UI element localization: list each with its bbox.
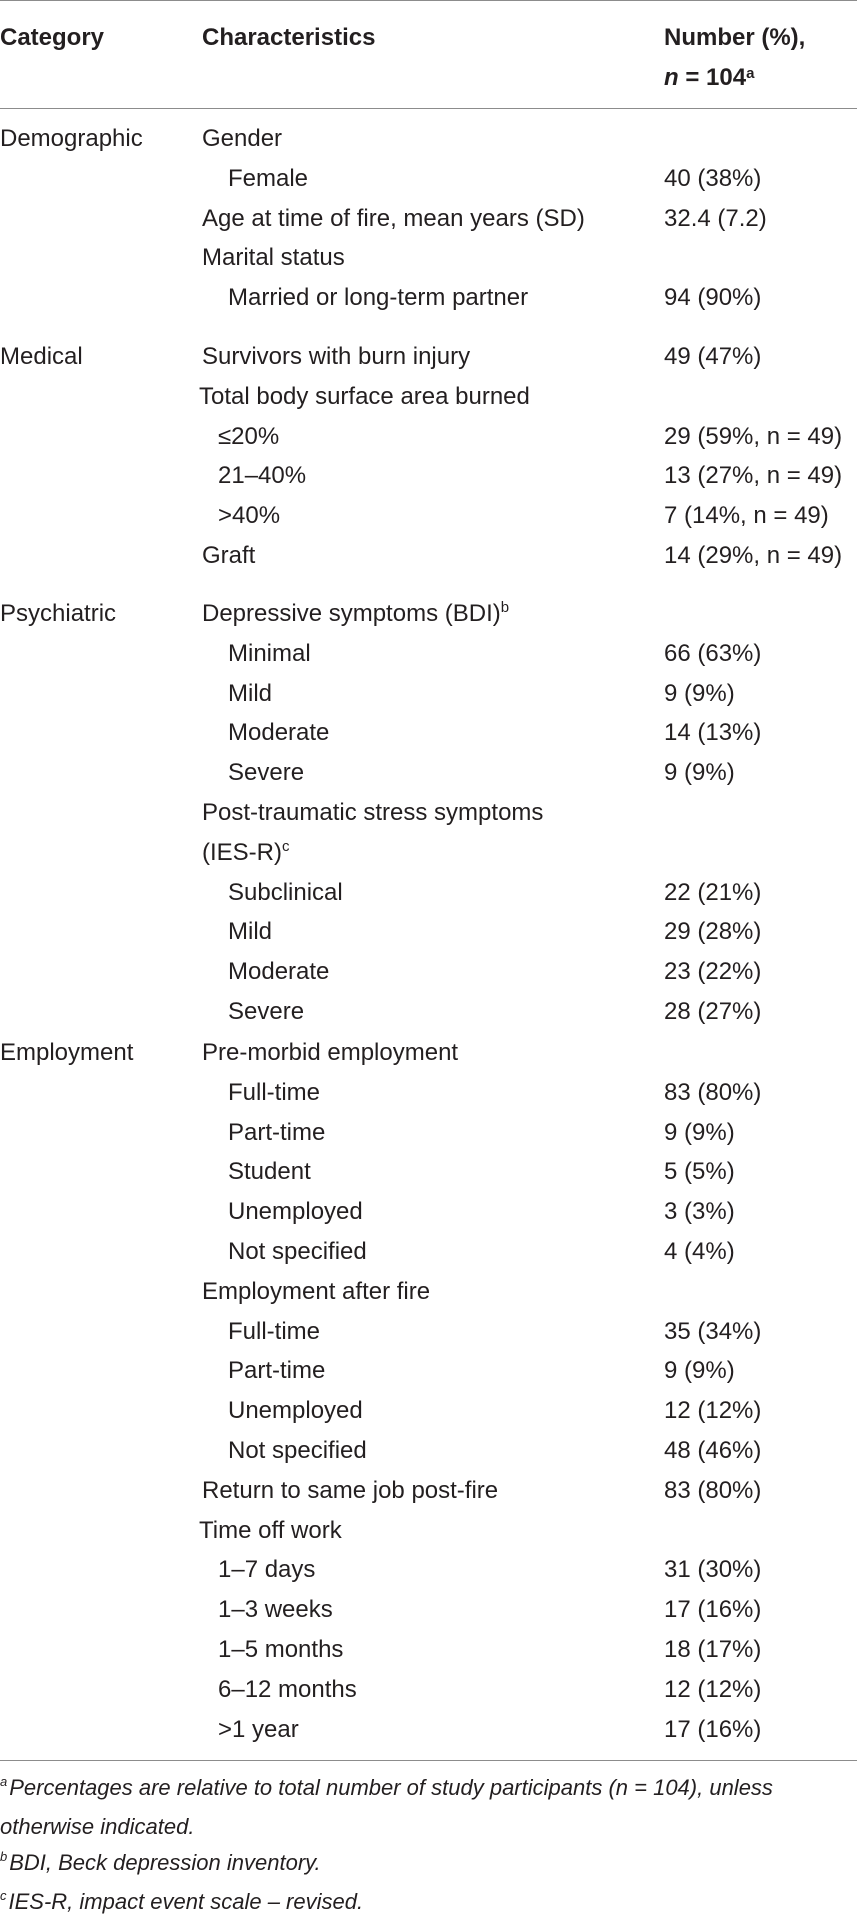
characteristic-text: Full-time — [228, 1078, 321, 1106]
table-row — [0, 1312, 857, 1352]
characteristic-label — [218, 417, 279, 457]
characteristic-label — [228, 912, 272, 952]
table-row — [0, 1073, 857, 1113]
characteristic-label — [228, 1431, 367, 1471]
table-row — [0, 1550, 857, 1590]
value-cell: 3 (3%) — [664, 1198, 735, 1226]
category-label: Employment — [0, 1039, 134, 1066]
footnote-line — [0, 1809, 857, 1845]
header-rule — [0, 108, 857, 109]
characteristic-label — [202, 536, 255, 576]
table-row — [0, 713, 857, 753]
value-cell: 22 (21%) — [664, 878, 762, 906]
header-number-sup: a — [746, 65, 755, 82]
table-row — [0, 456, 857, 496]
characteristic-text: Mild — [228, 918, 273, 946]
value-cell: 35 (34%) — [664, 1317, 762, 1345]
characteristic-label — [228, 278, 528, 318]
footnote-marker: c — [282, 837, 290, 855]
value-cell: 66 (63%) — [664, 639, 762, 667]
table-row — [0, 496, 857, 536]
value-cell: 17 (16%) — [664, 1715, 762, 1743]
characteristic-text: Total body surface area burned — [199, 382, 530, 410]
characteristic-label — [218, 1710, 299, 1750]
footnote-line — [0, 1884, 857, 1923]
table-bottom-rule — [0, 1760, 857, 1761]
footnote-text: BDI, Beck depression inventory. — [9, 1850, 321, 1875]
table-row — [0, 674, 857, 714]
table-row — [0, 793, 857, 833]
header-number-line1: Number (%), — [664, 24, 806, 51]
header-number-line2 — [664, 58, 805, 98]
category-label: Psychiatric — [0, 600, 117, 627]
characteristic-text: 1–7 days — [218, 1556, 316, 1584]
characteristic-label — [228, 1232, 367, 1272]
value-cell: 12 (12%) — [664, 1397, 762, 1425]
characteristic-text: Pre-morbid employment — [202, 1039, 459, 1066]
characteristic-text: 6–12 months — [218, 1675, 357, 1703]
value-cell: 12 (12%) — [664, 1675, 762, 1703]
characteristic-label — [228, 873, 343, 913]
value-cell: 94 (90%) — [664, 284, 762, 312]
value-cell: 17 (16%) — [664, 1596, 762, 1624]
characteristic-text: 1–5 months — [218, 1635, 344, 1663]
value-cell: 14 (29%, n = 49) — [664, 541, 843, 569]
table-row — [0, 753, 857, 793]
characteristic-text: Graft — [202, 541, 256, 569]
footnote-mark: b — [0, 1849, 8, 1864]
table-section — [0, 1033, 857, 1749]
table-row — [0, 119, 857, 159]
characteristic-label — [228, 1391, 363, 1431]
table-row — [0, 159, 857, 199]
value-cell: 9 (9%) — [664, 759, 735, 787]
value-cell: 5 (5%) — [664, 1158, 735, 1186]
characteristic-text: >1 year — [218, 1715, 299, 1743]
header-number-eq: = 104 — [678, 64, 747, 91]
table-row — [0, 1630, 857, 1670]
table-row — [0, 417, 857, 457]
value-cell: 32.4 (7.2) — [664, 204, 767, 232]
table-row — [0, 1670, 857, 1710]
characteristic-label — [228, 713, 329, 753]
characteristic-text: Unemployed — [228, 1397, 363, 1425]
characteristic-text: Full-time — [228, 1317, 321, 1345]
footnote-mark: c — [0, 1888, 7, 1903]
value-cell: 9 (9%) — [664, 1118, 735, 1146]
value-cell: 13 (27%, n = 49) — [664, 462, 843, 490]
footnote-line — [0, 1845, 857, 1884]
characteristic-text: 1–3 weeks — [218, 1596, 333, 1624]
table-row — [0, 1511, 857, 1551]
value-cell: 48 (46%) — [664, 1436, 762, 1464]
characteristic-text: Employment after fire — [202, 1277, 431, 1305]
value-cell: 18 (17%) — [664, 1635, 762, 1663]
header-category: Category — [0, 24, 105, 51]
characteristic-label — [228, 992, 304, 1032]
characteristic-text: 21–40% — [218, 462, 307, 490]
footnote-mark: a — [0, 1774, 8, 1789]
characteristic-text: ≤20% — [218, 422, 280, 450]
table-row — [0, 1272, 857, 1312]
characteristic-text: Not specified — [228, 1237, 367, 1265]
table-row — [0, 1431, 857, 1471]
characteristic-label — [228, 1192, 363, 1232]
table-row — [0, 1033, 857, 1073]
value-cell: 23 (22%) — [664, 958, 762, 986]
characteristic-label — [199, 1511, 342, 1551]
value-cell: 40 (38%) — [664, 164, 762, 192]
characteristic-text: Return to same job post-fire — [202, 1476, 499, 1504]
table-row — [0, 278, 857, 318]
table-row — [0, 912, 857, 952]
value-cell: 7 (14%, n = 49) — [664, 502, 829, 530]
characteristic-text: Subclinical — [228, 878, 343, 906]
characteristic-label — [218, 1550, 315, 1590]
characteristic-label — [199, 377, 530, 417]
characteristic-label — [202, 1033, 458, 1073]
value-cell: 83 (80%) — [664, 1476, 762, 1504]
table-row — [0, 238, 857, 278]
footnote-text: IES-R, impact event scale – revised. — [8, 1889, 364, 1914]
characteristic-label — [228, 952, 329, 992]
characteristic-text: Mild — [228, 679, 273, 707]
table-row — [0, 1710, 857, 1750]
category-label: Medical — [0, 343, 83, 370]
characteristic-text: Gender — [202, 125, 283, 152]
characteristic-text: Part-time — [228, 1118, 326, 1146]
value-cell: 14 (13%) — [664, 719, 762, 747]
value-cell: 49 (47%) — [664, 343, 762, 370]
header-number-n: n — [664, 64, 679, 91]
characteristic-label — [218, 1630, 343, 1670]
value-cell: 9 (9%) — [664, 679, 735, 707]
characteristic-label — [202, 1272, 430, 1312]
characteristic-text: Student — [228, 1158, 311, 1186]
characteristic-label — [218, 1670, 357, 1710]
table-row — [0, 1232, 857, 1272]
table-row — [0, 634, 857, 674]
table-row — [0, 833, 857, 873]
characteristic-label — [202, 793, 543, 833]
characteristic-label — [202, 199, 585, 239]
characteristic-label — [202, 594, 509, 637]
characteristic-text: Depressive symptoms (BDI) — [202, 600, 501, 627]
footnote-text: otherwise indicated. — [0, 1814, 195, 1839]
table-top-rule — [0, 0, 857, 1]
characteristic-label — [228, 1351, 325, 1391]
header-number — [664, 18, 805, 98]
table-section — [0, 594, 857, 1032]
table-section — [0, 119, 857, 318]
table-row — [0, 337, 857, 377]
characteristic-label — [228, 1113, 325, 1153]
characteristic-label — [218, 496, 280, 536]
characteristic-text: Post-traumatic stress symptoms — [202, 798, 544, 826]
characteristic-text: Severe — [228, 997, 305, 1025]
table-row — [0, 199, 857, 239]
value-cell: 9 (9%) — [664, 1357, 735, 1385]
characteristic-label — [228, 1073, 320, 1113]
characteristic-text: Minimal — [228, 639, 311, 667]
characteristic-text: Unemployed — [228, 1198, 363, 1226]
table-section — [0, 337, 857, 576]
characteristic-text: Time off work — [199, 1516, 342, 1544]
characteristic-label — [228, 753, 304, 793]
table-row — [0, 594, 857, 634]
characteristic-label — [228, 674, 272, 714]
characteristic-text: Moderate — [228, 958, 330, 986]
characteristic-text: (IES-R) — [202, 838, 282, 866]
characteristic-text: Survivors with burn injury — [202, 343, 471, 370]
characteristic-text: Part-time — [228, 1357, 326, 1385]
value-cell: 28 (27%) — [664, 997, 762, 1025]
footnote-text: Percentages are relative to total number of study participants (n = 104), unless — [9, 1775, 773, 1800]
characteristic-label — [202, 833, 290, 876]
characteristic-text: Female — [228, 164, 309, 192]
value-cell: 4 (4%) — [664, 1237, 735, 1265]
category-label: Demographic — [0, 125, 143, 152]
table-row — [0, 1152, 857, 1192]
table-header — [0, 18, 857, 108]
characteristic-label — [218, 1590, 333, 1630]
characteristic-label — [228, 1152, 311, 1192]
characteristic-text: Married or long-term partner — [228, 284, 529, 312]
table-row — [0, 873, 857, 913]
footnote-line — [0, 1770, 857, 1809]
characteristic-text: Moderate — [228, 719, 330, 747]
table-row — [0, 1351, 857, 1391]
characteristic-text: Age at time of fire, mean years (SD) — [202, 204, 585, 232]
characteristic-label — [228, 159, 308, 199]
characteristic-text: Not specified — [228, 1436, 367, 1464]
characteristic-label — [218, 456, 306, 496]
characteristic-text: Severe — [228, 759, 305, 787]
table-row — [0, 536, 857, 576]
header-characteristics: Characteristics — [202, 24, 376, 51]
characteristic-label — [228, 1312, 320, 1352]
characteristic-label — [202, 238, 345, 278]
table-row — [0, 1192, 857, 1232]
value-cell: 29 (28%) — [664, 918, 762, 946]
characteristic-text: Marital status — [202, 244, 345, 272]
value-cell: 31 (30%) — [664, 1556, 762, 1584]
characteristic-text: >40% — [218, 502, 281, 530]
characteristic-label — [202, 119, 282, 159]
table-row — [0, 1471, 857, 1511]
table-row — [0, 992, 857, 1032]
characteristic-label — [202, 337, 470, 377]
characteristic-label — [202, 1471, 498, 1511]
table-row — [0, 1590, 857, 1630]
characteristic-label — [228, 634, 311, 674]
value-cell: 29 (59%, n = 49) — [664, 422, 843, 450]
table-row — [0, 1391, 857, 1431]
footnotes — [0, 1770, 857, 1923]
table-row — [0, 377, 857, 417]
footnote-marker: b — [500, 599, 510, 616]
table-row — [0, 952, 857, 992]
table-row — [0, 1113, 857, 1153]
value-cell: 83 (80%) — [664, 1078, 762, 1106]
